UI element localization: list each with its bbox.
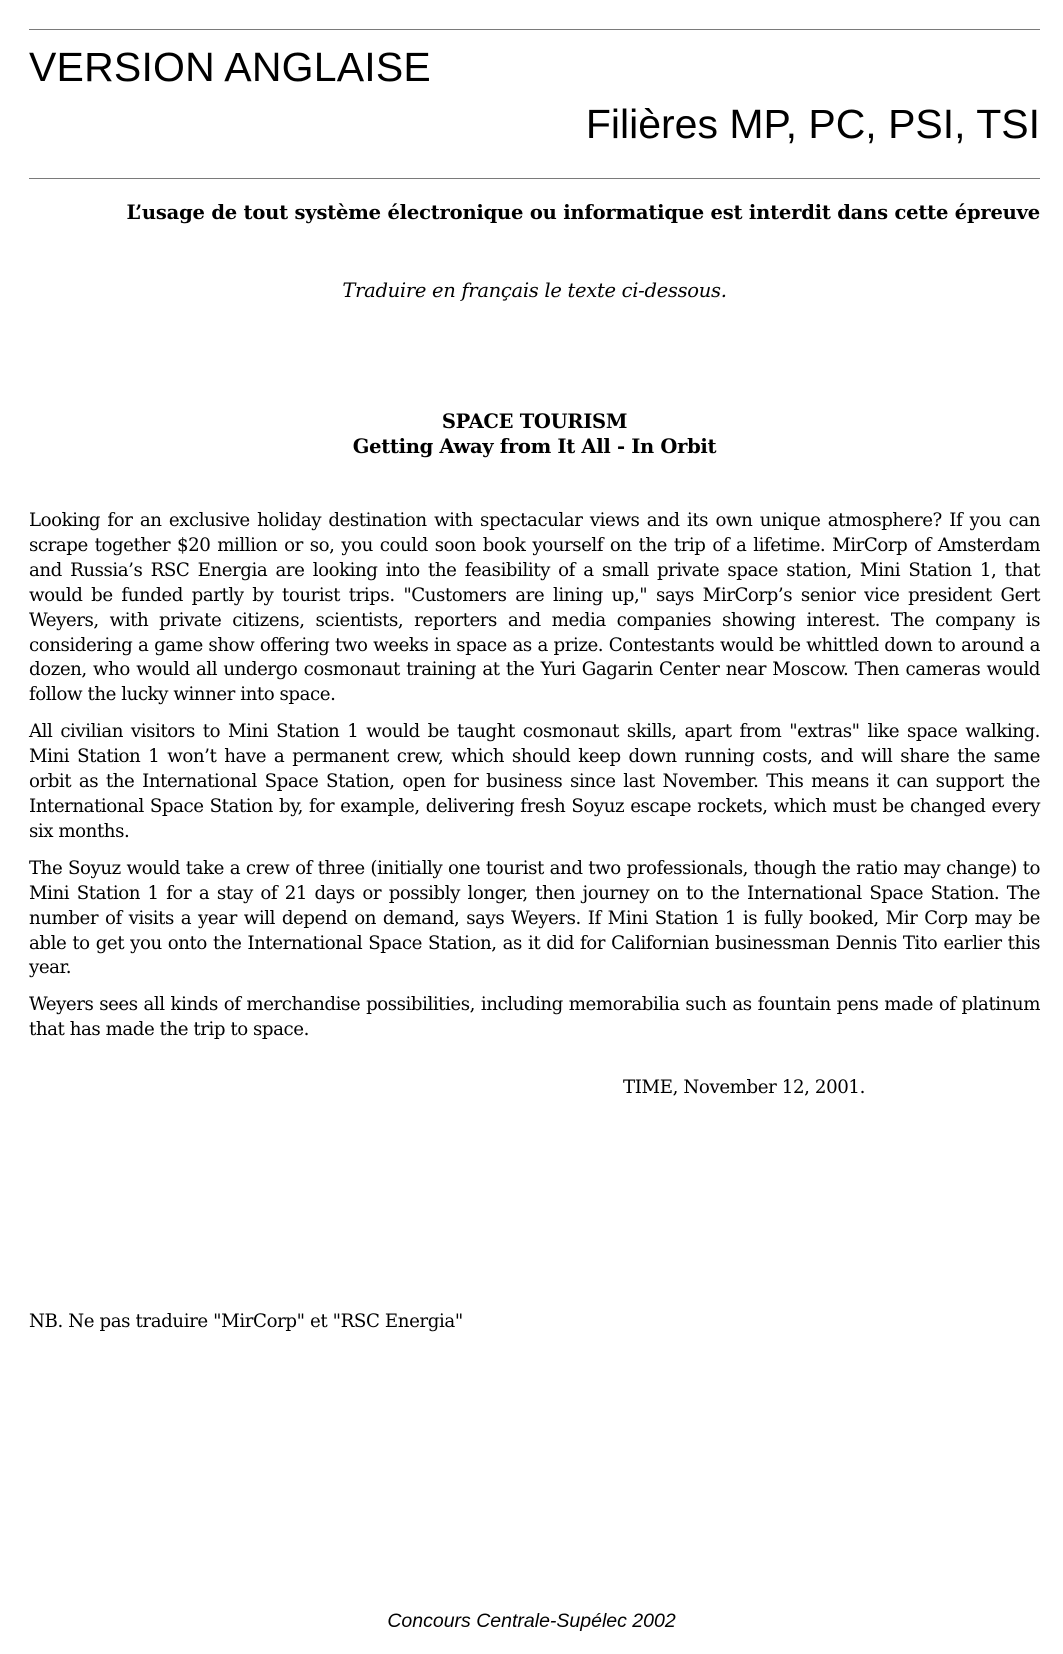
article-body [29,509,1040,1055]
paragraph: All civilian visitors to Mini Station 1 would be taught cosmonaut skills, apart from "extras" like space walking. Mini Station 1 won’t have a permanent crew, which should keep down running costs, and will share the same orbit as the International Space Station, open for business since last November. This means it can support the International Space Station by, for example, delivering fresh Soyuz escape rockets, which must be changed every six months. [29,721,1040,842]
exam-title: VERSION ANGLAISE [29,44,431,90]
exam-subtitle: Filières MP, PC, PSI, TSI [585,101,1040,147]
translation-instruction: Traduire en français le texte ci-dessous. [342,279,727,302]
article-heading [29,409,1040,459]
article-source: TIME, November 12, 2001. [623,1077,865,1098]
header-bottom-rule [29,178,1040,179]
translation-note: NB. Ne pas traduire "MirCorp" et "RSC Energia" [29,1311,463,1332]
paragraph: Looking for an exclusive holiday destination with spectacular views and its own unique atmosphere? If you can scrape together $20 million or so, you could soon book yourself on the trip of a lifetime. MirCorp of Amsterdam and Russia’s RSC Energia are looking into the feasibility of a small private space station, Mini Station 1, that would be funded partly by tourist trips. "Customers are lining up," says MirCorp’s senior vice president Gert Weyers, with private citizens, scientists, reporters and media companies showing interest. The company is considering a game show offering two weeks in space as a prize. Contestants would be whittled down to around a dozen, who would all undergo cosmonaut training at the Yuri Gagarin Center near Moscow. Then cameras would follow the lucky winner into space. [29,510,1040,706]
paragraph: The Soyuz would take a crew of three (initially one tourist and two professionals, though the ratio may change) to Mini Station 1 for a stay of 21 days or possibly longer, then journey on to the International Space Station. The number of visits a year will depend on demand, says Weyers. If Mini Station 1 is fully booked, Mir Corp may be able to get you onto the International Space Station, as it did for Californian businessman Dennis Tito earlier this year. [29,857,1040,979]
article-subtitle: Getting Away from It All - In Orbit [352,435,717,458]
paragraph: Weyers sees all kinds of merchandise possibilities, including memorabilia such as fountain pens made of platinum that has made the trip to space. [29,994,1040,1041]
electronics-warning: L’usage de tout système électronique ou informatique est interdit dans cette épreuve [126,201,1040,224]
article-title: SPACE TOURISM [441,410,628,433]
top-rule [29,29,1040,30]
page-footer: Concours Centrale-Supélec 2002 [387,1610,676,1632]
